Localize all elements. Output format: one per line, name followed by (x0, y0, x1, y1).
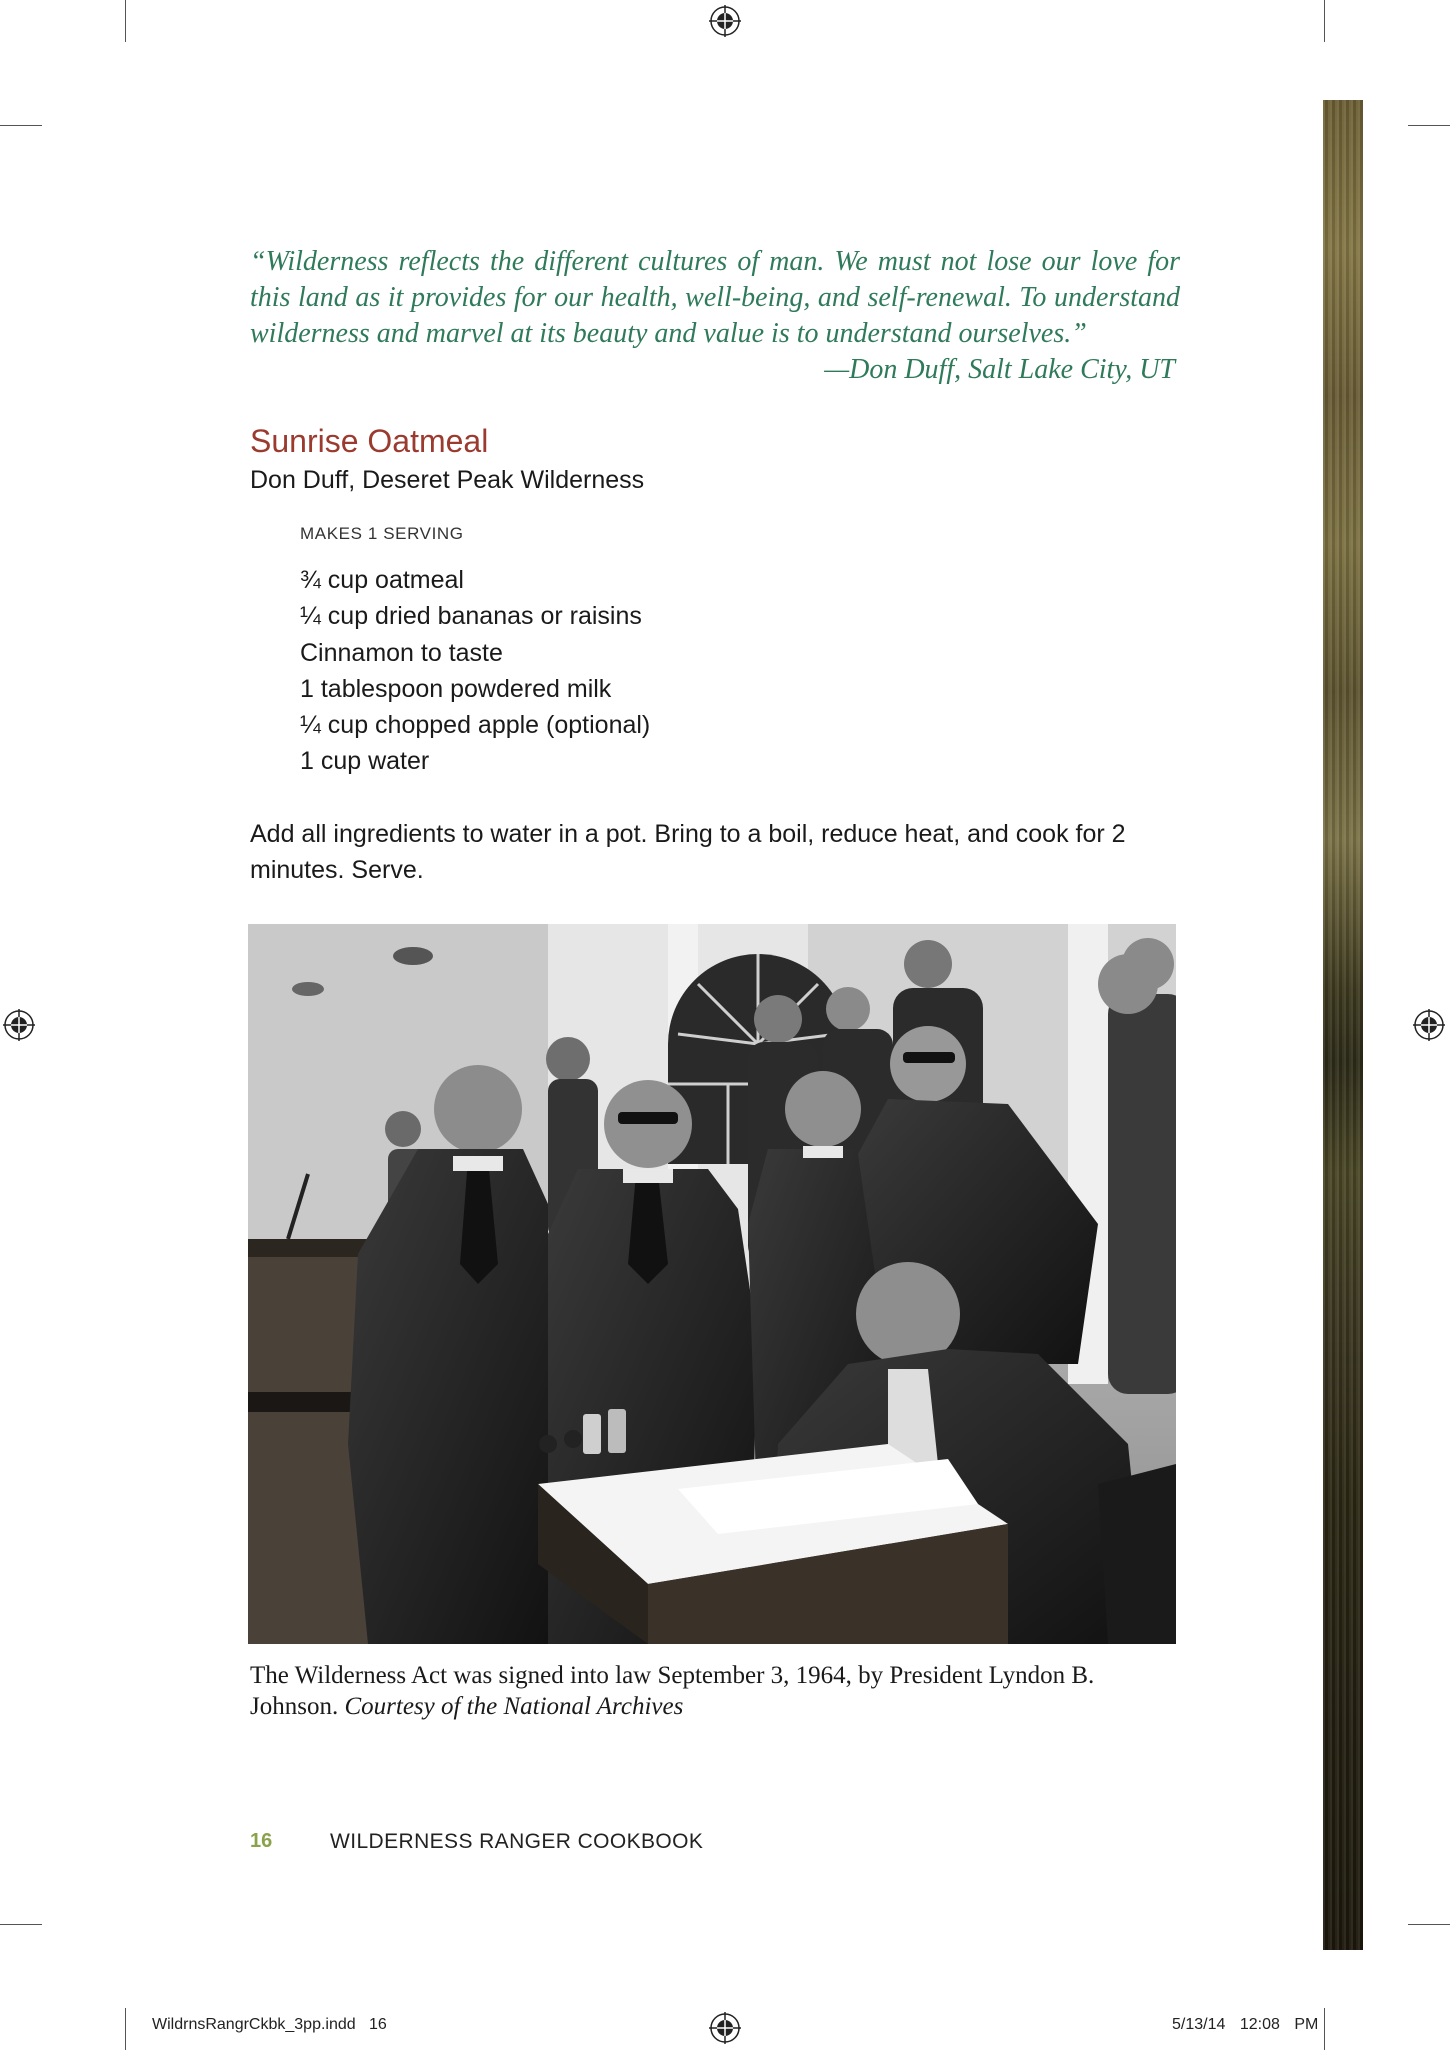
recipe-yield: MAKES 1 SERVING (300, 524, 464, 543)
crop-mark (125, 0, 126, 42)
ingredient-list (300, 562, 650, 780)
crop-mark (1324, 2008, 1325, 2050)
crop-mark (1408, 1924, 1450, 1925)
ingredient-item: Cinnamon to taste (300, 638, 503, 667)
ingredient-item: ¼ cup chopped apple (optional) (300, 711, 651, 740)
ingredient-item: 1 tablespoon powdered milk (300, 674, 612, 703)
crop-mark (125, 2008, 126, 2050)
recipe-instructions: Add all ingredients to water in a pot. Bring to a boil, reduce heat, and cook for 2 minutes. Serve. (250, 820, 1126, 884)
recipe-title: Sunrise Oatmeal (250, 423, 489, 459)
ingredient-item: 1 cup water (300, 747, 430, 776)
ingredient-item: ¾ cup oatmeal (300, 566, 464, 594)
crop-mark (1324, 0, 1325, 42)
crop-mark (0, 125, 42, 126)
recipe-byline: Don Duff, Deseret Peak Wilderness (250, 466, 645, 494)
registration-mark-icon (708, 2011, 742, 2045)
slug-time: 12:08 PM (1239, 2016, 1319, 2033)
ingredient-item: ¼ cup dried bananas or raisins (300, 602, 642, 631)
registration-mark-icon (2, 1008, 36, 1042)
crop-mark (0, 1924, 42, 1925)
printer-slug-file: WildrnsRangrCkbk_3pp.indd 16 (152, 2016, 387, 2033)
running-footer-title: WILDERNESS RANGER COOKBOOK (330, 1830, 704, 1853)
forest-bleed-strip (1323, 100, 1363, 1950)
caption-text: The Wilderness Act was signed into law September 3, 1964, by President Lyndon B. Johnson. (250, 1662, 1095, 1720)
registration-mark-icon (1412, 1008, 1446, 1042)
photo-credit: Courtesy of the National Archives (344, 1693, 684, 1720)
epigraph-quote: “Wilderness reflects the different cultures of man. We must not lose our love for this land as it provides for our health, well-being, and self-renewal. To understand wilderness and marvel at its beauty and value is to understand ourselves.” (250, 246, 1180, 349)
photo-caption (250, 1660, 1175, 1722)
registration-mark-icon (708, 4, 742, 38)
bill-signing-photo (248, 924, 1176, 1644)
page-number: 16 (250, 1830, 273, 1852)
quote-attribution: —Don Duff, Salt Lake City, UT (824, 354, 1175, 385)
printer-slug-timestamp (1172, 2016, 1318, 2034)
crop-mark (1408, 125, 1450, 126)
slug-date: 5/13/14 (1172, 2016, 1226, 2033)
